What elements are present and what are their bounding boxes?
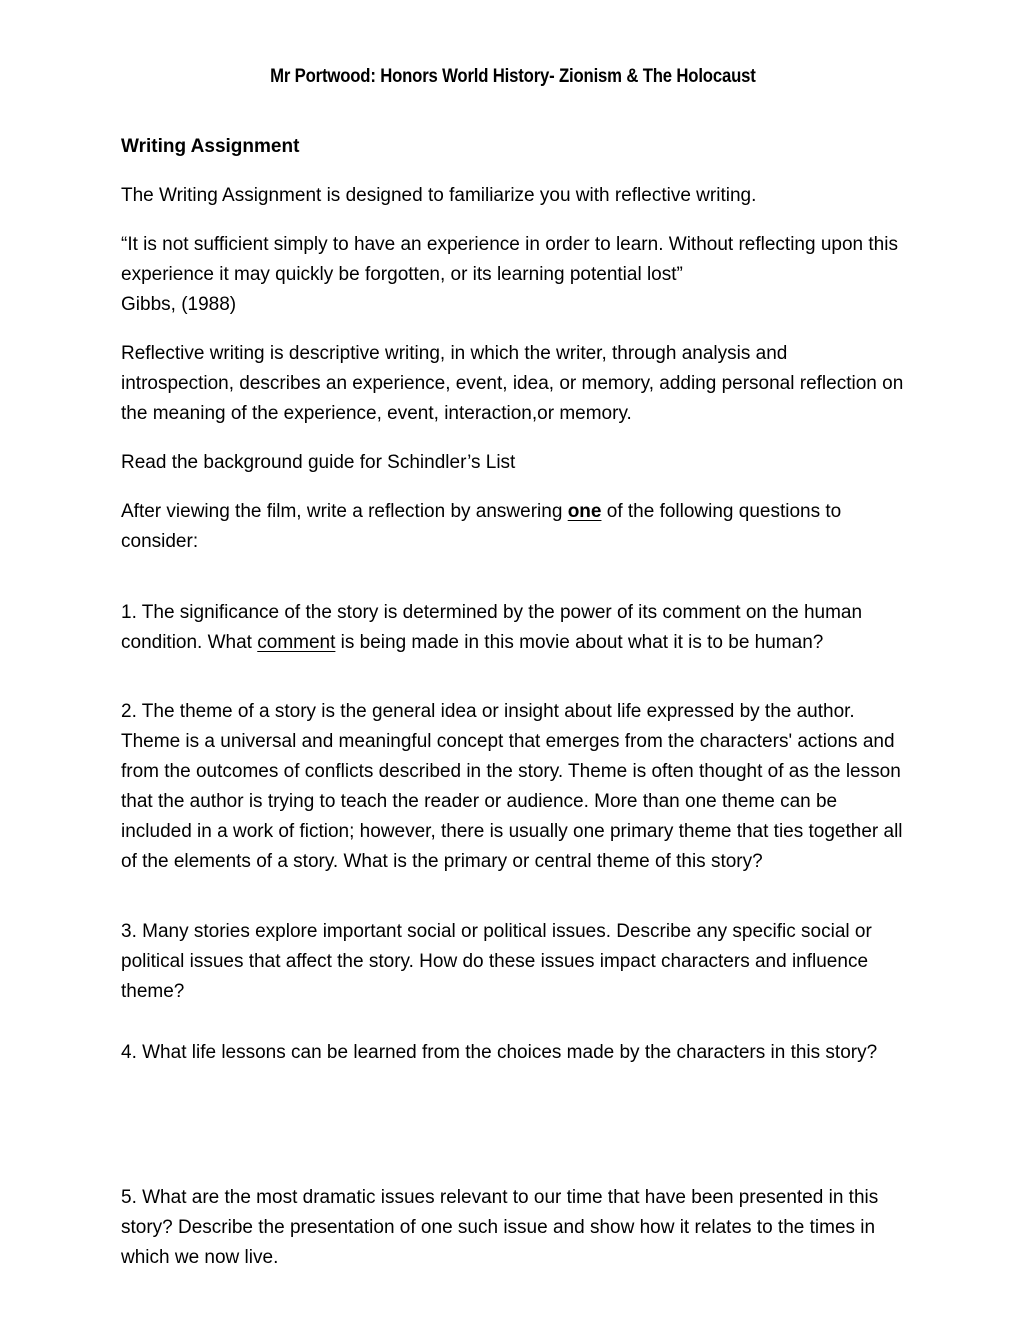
spacer	[121, 896, 904, 917]
spacer	[121, 576, 904, 598]
paragraph-intro: The Writing Assignment is designed to familiarize you with reflective writing.	[121, 185, 757, 206]
paragraph-quote: “It is not sufficient simply to have an experience in order to learn. Without reflecting upon this experience it may quickly be forgotten, or its learning potential lost” Gibbs, (1988)	[121, 234, 898, 315]
document-header	[121, 62, 904, 92]
spacer	[121, 1026, 904, 1038]
page-title: Writing Assignment	[121, 136, 300, 157]
question-1: 1. The significance of the story is determined by the power of its comment on the human condition. What comment is being made in this movie about what it is to be human?	[121, 602, 863, 653]
paragraph-read-guide: Read the background guide for Schindler’s List	[121, 452, 516, 473]
question-4: 4. What life lessons can be learned from the choices made by the characters in this story?	[121, 1042, 878, 1063]
question-3: 3. Many stories explore important social or political issues. Describe any specific social or political issues that affect the story. How do these issues impact characters and influence theme?	[121, 921, 872, 1002]
paragraph-reflective-definition: Reflective writing is descriptive writing, in which the writer, through analysis and introspection, describes an experience, event, idea, or memory, adding personal reflection on the meaning of the experience, event, interaction,or memory.	[121, 343, 904, 424]
spacer	[121, 677, 904, 697]
spacer	[121, 1087, 904, 1183]
paragraph-instruction: After viewing the film, write a reflection by answering one of the following questions to consider:	[121, 501, 842, 552]
question-5: 5. What are the most dramatic issues relevant to our time that have been presented in this story? Describe the presentation of one such issue and show how it relates to the times in which we now live.	[121, 1187, 879, 1268]
question-2: 2. The theme of a story is the general idea or insight about life expressed by the author. Theme is a universal and meaningful concept that emerges from the characters' actions and from the outcomes of conflicts described in the story. Theme is often thought of as the lesson that the author is trying to teach the reader or audience. More than one theme can be included in a work of fiction; however, there is usually one primary theme that ties together all of the elements of a story. What is the primary or central theme of this story?	[121, 701, 903, 872]
document-header-text: Mr Portwood: Honors World History- Zionism & The Holocaust	[269, 66, 756, 87]
